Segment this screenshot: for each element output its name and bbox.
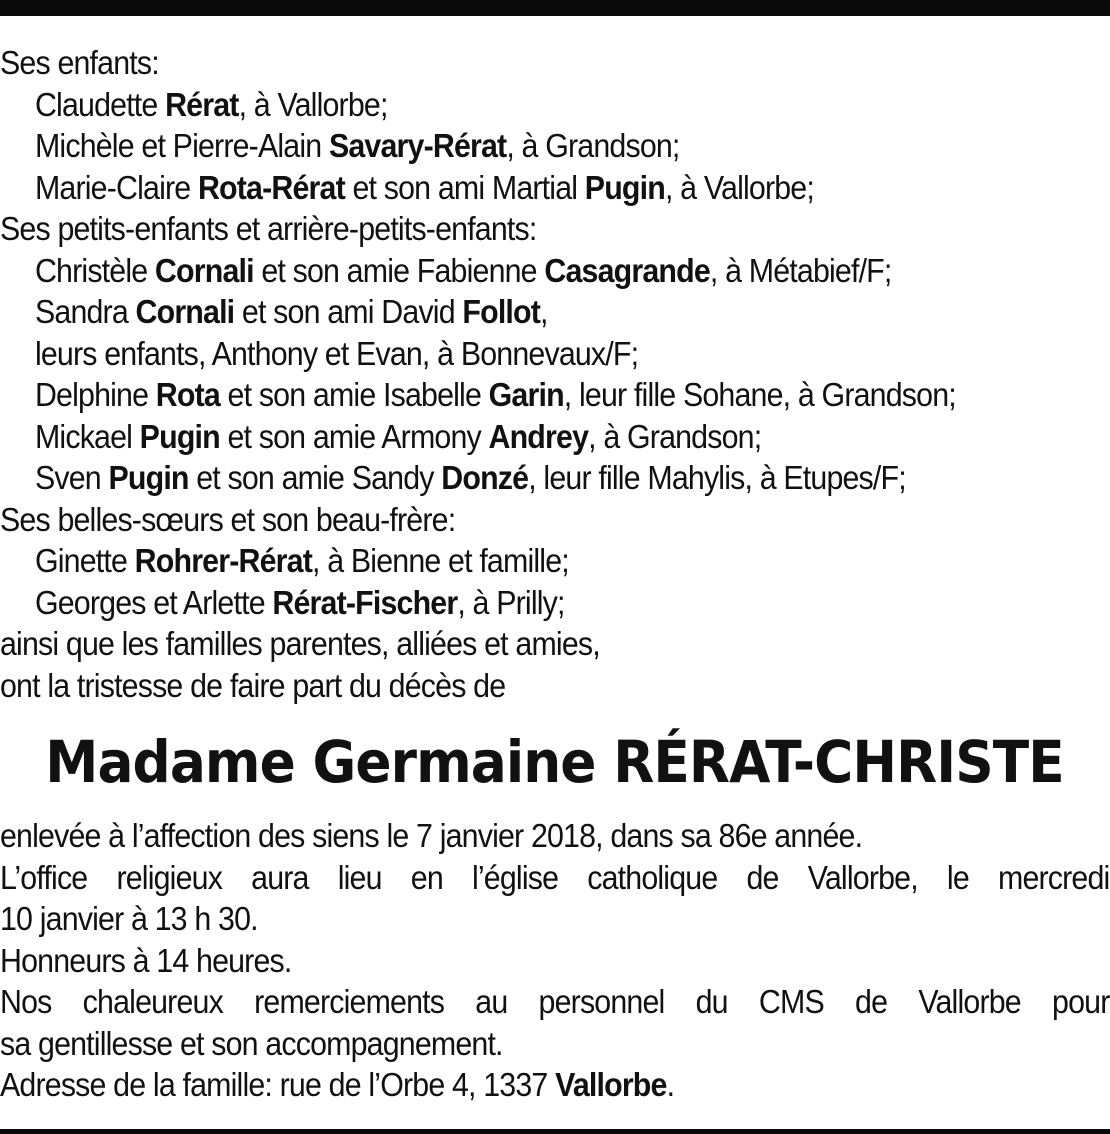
entry-surname: Rérat-Fischer xyxy=(272,583,458,621)
entry-text: Sven xyxy=(34,459,109,496)
word: L’office xyxy=(0,858,88,896)
address-text: Adresse de la famille: rue de l’Orbe 4, 1337 xyxy=(0,1066,556,1103)
entry-text: , leur fille Mahylis, à Etupes/F; xyxy=(528,459,906,496)
entry-surname: Cornali xyxy=(154,251,254,289)
entry-surname: Follot xyxy=(462,293,541,330)
word: personnel xyxy=(538,983,665,1020)
deceased-name xyxy=(0,722,1110,802)
details-line-justified xyxy=(0,981,1110,1023)
list-item xyxy=(0,250,1021,292)
entry-text: , à Grandson; xyxy=(588,417,762,455)
entry-text: leurs enfants, Anthony et Evan, à Bonnevaux/F; xyxy=(34,334,639,372)
closing-line: ont la tristesse de faire part du décès de xyxy=(0,666,506,704)
list-item xyxy=(0,333,1021,375)
address-city: Vallorbe xyxy=(555,1066,667,1103)
entry-text: , leur fille Sohane, à Grandson; xyxy=(563,376,956,413)
details-line: enlevée à l’affection des siens le 7 janvier 2018, dans sa 86e année. xyxy=(0,817,863,854)
entry-text: , à Bienne et famille; xyxy=(311,542,569,579)
entry-text: Claudette xyxy=(34,85,166,123)
entry-text: , à Prilly; xyxy=(457,583,565,621)
entry-surname: Garin xyxy=(488,376,564,413)
entry-text: , xyxy=(540,293,548,330)
entry-text: Delphine xyxy=(34,376,156,413)
entry-surname: Rérat xyxy=(165,85,239,123)
section-header-grandchildren: Ses petits-enfants et arrière-petits-enfants: xyxy=(0,210,537,247)
entry-text: Sandra xyxy=(34,293,136,330)
details-line: 10 janvier à 13 h 30. xyxy=(0,900,258,937)
entry-surname: Rohrer-Rérat xyxy=(134,542,312,579)
entry-text: Ginette xyxy=(34,542,135,579)
service-details xyxy=(0,815,1110,1106)
word: le xyxy=(946,858,969,896)
closing-line: ainsi que les familles parentes, alliées et amies, xyxy=(0,625,600,662)
word: remerciements xyxy=(254,983,445,1020)
word: l’église xyxy=(471,858,559,896)
entry-surname: Pugin xyxy=(108,459,189,496)
entry-surname: Rota-Rérat xyxy=(197,168,345,206)
entry-surname: Savary-Rérat xyxy=(328,127,507,164)
section-header-children: Ses enfants: xyxy=(0,44,159,81)
entry-text: Michèle et Pierre-Alain xyxy=(34,127,329,164)
entry-text: Mickael xyxy=(34,417,140,455)
list-item xyxy=(0,374,1021,416)
word: du xyxy=(695,983,728,1020)
entry-text: , à Grandson; xyxy=(506,127,680,164)
list-item xyxy=(0,84,1021,126)
entry-text: et son amie Armony xyxy=(219,417,489,455)
family-list xyxy=(0,42,1021,706)
family-address xyxy=(0,1064,1110,1106)
entry-text: Marie-Claire xyxy=(34,168,198,206)
entry-surname: Pugin xyxy=(584,168,665,206)
details-line: sa gentillesse et son accompagnement. xyxy=(0,1024,503,1062)
section-header-in-laws: Ses belles-sœurs et son beau-frère: xyxy=(0,500,456,538)
entry-text: et son amie Fabienne xyxy=(253,251,545,289)
top-rule xyxy=(0,0,1110,16)
word: Vallorbe xyxy=(918,983,1021,1020)
list-item xyxy=(0,291,1021,333)
word: en xyxy=(410,858,443,896)
word: religieux xyxy=(116,858,223,896)
details-line: Honneurs à 14 heures. xyxy=(0,941,292,979)
entry-surname: Andrey xyxy=(488,417,589,455)
word: Nos xyxy=(0,983,52,1020)
word: lieu xyxy=(337,858,382,896)
details-line-justified xyxy=(0,857,1110,899)
list-item xyxy=(0,582,1021,624)
word: aura xyxy=(251,858,309,896)
deceased-name-text: Madame Germaine RÉRAT-CHRISTE xyxy=(45,728,1065,796)
list-item xyxy=(0,167,1021,209)
word: chaleureux xyxy=(82,983,223,1020)
entry-surname: Pugin xyxy=(139,417,220,455)
entry-text: Christèle xyxy=(34,251,155,289)
entry-text: et son amie Isabelle xyxy=(219,376,489,413)
bottom-rule xyxy=(0,1129,1110,1134)
word: catholique xyxy=(587,858,718,896)
word: mercredi xyxy=(997,858,1110,896)
word: CMS xyxy=(758,983,824,1020)
entry-text: , à Vallorbe; xyxy=(664,168,814,206)
entry-text: , à Vallorbe; xyxy=(238,85,388,123)
word: au xyxy=(475,983,508,1020)
list-item xyxy=(0,540,1021,582)
entry-text: , à Métabief/F; xyxy=(709,251,892,289)
word: Vallorbe, xyxy=(807,858,918,896)
word: de xyxy=(855,983,888,1020)
entry-text: et son ami David xyxy=(234,293,463,330)
entry-surname: Donzé xyxy=(441,459,529,496)
list-item xyxy=(0,457,1021,499)
word: pour xyxy=(1052,983,1110,1020)
word: de xyxy=(746,858,779,896)
entry-text: et son ami Martial xyxy=(344,168,585,206)
entry-surname: Rota xyxy=(155,376,220,413)
entry-surname: Casagrande xyxy=(544,251,710,289)
entry-text: Georges et Arlette xyxy=(34,583,273,621)
list-item xyxy=(0,125,1021,167)
list-item xyxy=(0,416,1021,458)
entry-surname: Cornali xyxy=(135,293,235,330)
address-text: . xyxy=(666,1066,675,1103)
entry-text: et son amie Sandy xyxy=(188,459,442,496)
